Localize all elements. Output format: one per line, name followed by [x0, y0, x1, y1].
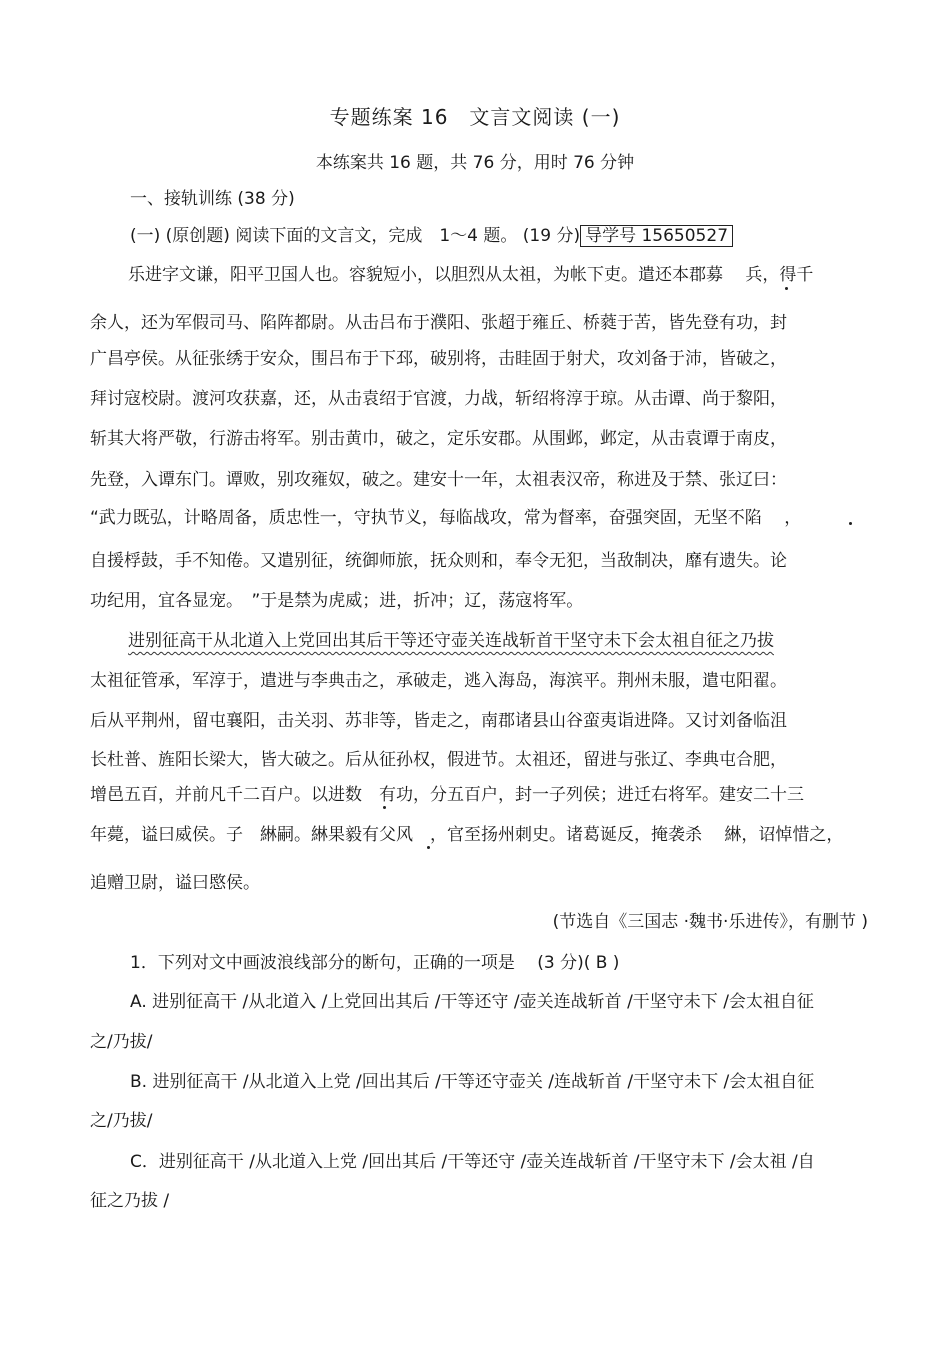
emphasis-dot: [785, 287, 788, 290]
passage-line: “武力既弘，计略周备，质忠性一，守执节义，每临战攻，常为督率，奋强突固，无坚不陷 ，: [90, 508, 802, 528]
passage-line: 拜讨寇校尉。渡河攻获嘉，还，从击袁绍于官渡，力战，斩绍将淳于琼。从击谭、尚于黎阳，: [90, 389, 787, 409]
passage-line: 功纪用，宜各显宠。 ”于是禁为虎威；进，折冲；辽，荡寇将军。: [90, 591, 584, 611]
option-b-line1: B. 进别征高干 /从北道入上党 /回出其后 /干等还守壶关 /连战斩首 /干坚守未下 /会太祖自征: [130, 1072, 815, 1092]
passage-line: 余人，还为军假司马、陷阵都尉。从击吕布于濮阳、张超于雍丘、桥蕤于苦，皆先登有功，封: [90, 313, 787, 333]
part-intro: [130, 225, 733, 247]
passage-line: 长杜普、旌阳长梁大，皆大破之。后从征孙权，假进节。太祖还，留进与张辽、李典屯合肥，: [90, 750, 787, 770]
passage-line: 太祖征管承，军淳于，遣进与李典击之，承破走，逃入海岛，海滨平。荆州未服，遣屯阳翟。: [90, 671, 787, 691]
emphasis-dot: [427, 846, 430, 849]
wavy-underlined-text: 进别征高干从北道入上党回出其后干等还守壶关连战斩首干坚守未下会太祖自征之乃拔: [128, 631, 774, 651]
passage-line: 广昌亭侯。从征张绣于安众，围吕布于下邳，破别将，击眭固于射犬，攻刘备于沛，皆破之，: [90, 349, 787, 369]
wavy-passage-line: [128, 630, 774, 652]
passage-line: 先登，入谭东门。谭败，别攻雍奴，破之。建安十一年，太祖表汉帝，称进及于禁、张辽曰：: [90, 470, 787, 490]
page-title: 专题练案 16 文言文阅读 (一): [329, 105, 621, 129]
option-c-line1: C．进别征高干 /从北道入上党 /回出其后 /干等还守 /壶关连战斩首 /干坚守未下 /会太祖 /自: [130, 1152, 815, 1172]
part-intro-text: (一) (原创题) 阅读下面的文言文，完成 1～4 题。 (19 分): [130, 226, 581, 246]
guide-code-box: 导学号 15650527: [580, 225, 733, 247]
passage-line: 增邑五百，并前凡千二百户。以进数 有功，分五百户，封一子列侯；进迁右将军。建安二十三: [90, 785, 804, 805]
passage-line: 自援桴鼓，手不知倦。又遣别征，统御师旅，抚众则和，奉令无犯，当敌制决，靡有遗失。论: [90, 551, 787, 571]
passage-line: 追赠卫尉，谥曰愍侯。: [90, 873, 260, 893]
emphasis-dot: [383, 806, 386, 809]
page-subtitle: 本练案共 16 题，共 76 分，用时 76 分钟: [315, 153, 635, 173]
passage-line: 年薨，谥曰威侯。子 綝嗣。綝果毅有父风 ，官至扬州刺史。诸葛诞反，掩袭杀 綝，诏悼惜之，: [90, 825, 844, 845]
source-citation: (节选自《三国志 ·魏书·乐进传》，有删节 ): [552, 912, 868, 932]
option-b-line2: 之/乃拔/: [90, 1111, 153, 1131]
passage-line: 乐进字文谦，阳平卫国人也。容貌短小，以胆烈从太祖，为帐下吏。遣还本郡募 兵，得千: [128, 265, 814, 285]
passage-line: 后从平荆州，留屯襄阳，击关羽、苏非等，皆走之，南郡诸县山谷蛮夷诣进降。又讨刘备临沮: [90, 711, 787, 731]
passage-line: 斩其大将严敬，行游击将军。别击黄巾，破之，定乐安郡。从围邺，邺定，从击袁谭于南皮，: [90, 429, 787, 449]
option-a-line1: A. 进别征高干 /从北道入 /上党回出其后 /干等还守 /壶关连战斩首 /干坚守未下 /会太祖自征: [130, 992, 814, 1012]
emphasis-dot: [849, 522, 852, 525]
question-1: 1．下列对文中画波浪线部分的断句，正确的一项是 (3 分)( B ): [130, 953, 620, 973]
option-a-line2: 之/乃拔/: [90, 1032, 153, 1052]
option-c-line2: 征之乃拔 /: [90, 1191, 170, 1211]
section-heading: 一、接轨训练 (38 分): [130, 189, 295, 209]
